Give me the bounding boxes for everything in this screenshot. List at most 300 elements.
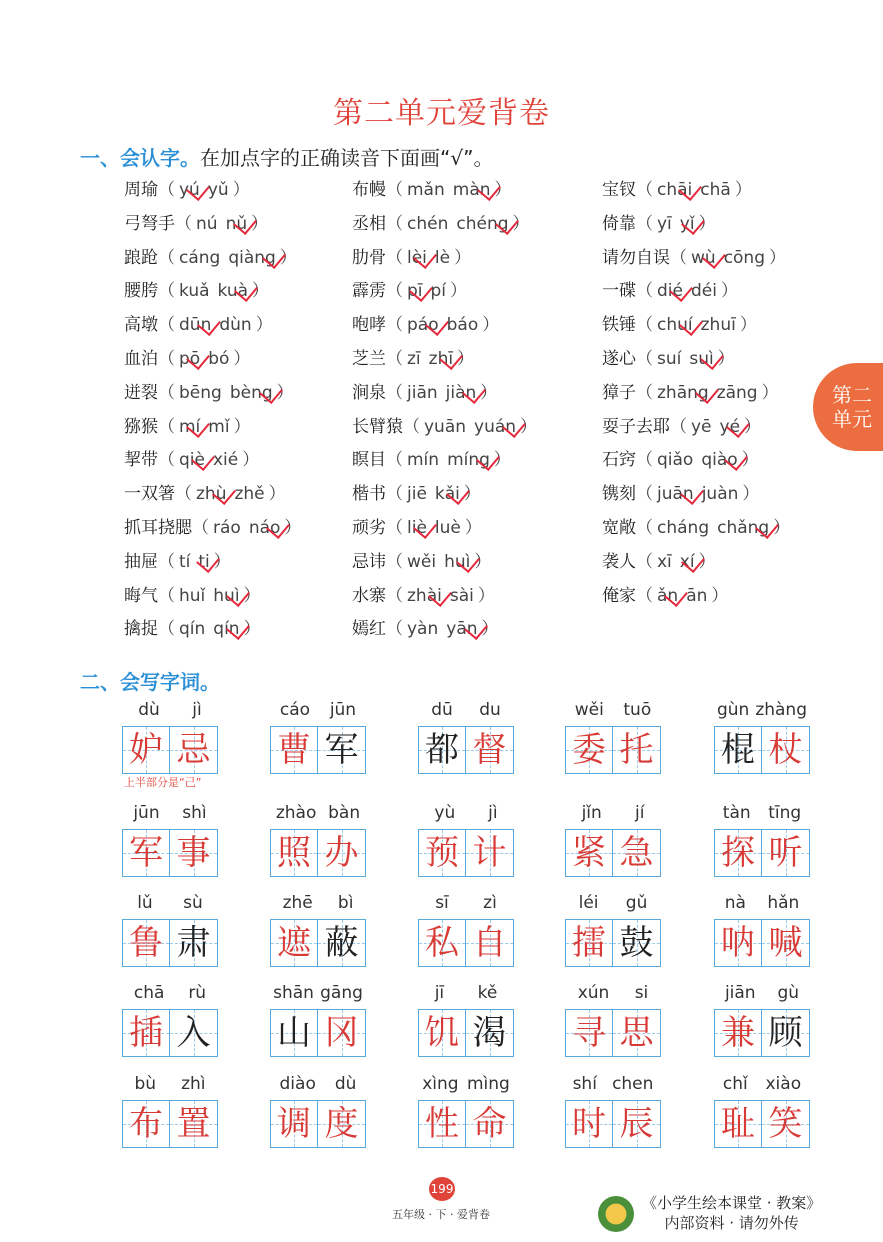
pinyin-syllable: dū (431, 700, 453, 720)
pinyin-syllable: dù (138, 700, 160, 720)
character: 布 (129, 1104, 163, 1144)
paren-open: （ (636, 450, 653, 471)
pinyin-option: yī (657, 213, 672, 234)
character-box (714, 919, 762, 967)
paren-open: （ (386, 281, 403, 302)
character: 插 (129, 1013, 163, 1053)
character: 入 (176, 1013, 211, 1053)
character: 计 (472, 833, 507, 873)
character: 呐 (721, 923, 755, 963)
correct-pinyin-option: yuán (474, 416, 517, 437)
tian-grid (418, 829, 514, 877)
character: 军 (324, 730, 359, 770)
character-box (270, 1100, 318, 1148)
paren-close: ） (741, 450, 759, 471)
pinyin-syllable: jūn (133, 803, 160, 823)
paren-open: （ (386, 382, 403, 403)
word-pinyin (565, 803, 661, 825)
reading-item (352, 381, 497, 405)
pinyin-syllable: mìng (466, 1074, 510, 1094)
paren-close: ） (454, 247, 472, 268)
reading-word: 楷书 (352, 484, 386, 505)
word-pinyin (714, 1074, 810, 1096)
character: 鲁 (129, 923, 163, 963)
word-pinyin (418, 983, 514, 1005)
correct-pinyin-option: suì (689, 349, 714, 369)
character-box (318, 1100, 366, 1148)
character: 照 (277, 833, 311, 873)
pinyin-syllable: zhē (282, 893, 313, 913)
paren-open: （ (158, 247, 175, 268)
tian-grid (122, 1100, 218, 1148)
word-card (270, 1074, 366, 1148)
paren-open: （ (386, 247, 403, 268)
character: 肃 (176, 923, 211, 963)
paren-open: （ (158, 585, 175, 606)
reading-item (602, 415, 761, 439)
character: 听 (768, 833, 803, 873)
paren-close: ） (284, 518, 302, 538)
reading-item (352, 482, 481, 506)
word-pinyin (418, 893, 514, 915)
word-card (270, 983, 366, 1057)
pinyin-option: tí (179, 551, 191, 572)
pinyin-option: ān (686, 585, 708, 606)
correct-pinyin-option: qiè (179, 450, 205, 471)
pinyin-option: yǔ (207, 180, 229, 200)
character-box (613, 726, 661, 774)
word-card (122, 893, 218, 967)
character: 妒 (129, 730, 163, 770)
word-card (714, 983, 810, 1057)
character-box (466, 1100, 514, 1148)
paren-close: ） (213, 551, 231, 572)
reading-item (352, 212, 530, 236)
character: 时 (572, 1104, 606, 1144)
paren-open: （ (158, 551, 175, 572)
paren-close: ） (717, 349, 735, 369)
word-pinyin (565, 1074, 661, 1096)
paren-close: ） (233, 349, 251, 369)
pinyin-syllable: sù (183, 893, 203, 913)
word-card (270, 803, 366, 877)
pinyin-option: lè (434, 247, 451, 268)
pinyin-option: jiē (407, 484, 427, 505)
word-pinyin (714, 893, 810, 915)
character-box (170, 1100, 218, 1148)
pinyin-syllable: shān (273, 983, 314, 1003)
tian-grid (122, 726, 218, 774)
pinyin-option: xī (657, 551, 672, 572)
reading-word: 布幔 (352, 180, 386, 200)
reading-word: 遂心 (602, 349, 636, 369)
word-card (565, 893, 661, 967)
word-pinyin (270, 803, 366, 825)
character: 托 (619, 730, 654, 770)
page-number: 199 (429, 1177, 455, 1201)
character-box (170, 1009, 218, 1057)
paren-close: ） (773, 518, 791, 538)
paren-close: ） (734, 180, 752, 200)
reading-item (352, 415, 537, 439)
correct-pinyin-option: dié (657, 281, 683, 302)
pinyin-syllable: zhàng (755, 700, 807, 720)
pinyin-option: mín (407, 450, 440, 471)
character: 杖 (768, 730, 803, 770)
pinyin-option: kuǎ (179, 281, 210, 302)
correct-pinyin-option: náo (248, 518, 281, 538)
reading-word: 抓耳挠腮 (124, 518, 192, 538)
character-box (466, 829, 514, 877)
reading-item (602, 584, 728, 608)
character: 私 (425, 923, 459, 963)
pinyin-syllable: chen (612, 1074, 654, 1094)
word-card (270, 893, 366, 967)
paren-close: ） (477, 585, 495, 606)
character-box (318, 919, 366, 967)
word-pinyin (714, 983, 810, 1005)
reading-word: 宝钗 (602, 180, 636, 200)
side-tab-line-2: 单元 (832, 407, 872, 431)
character-box (318, 1009, 366, 1057)
reading-word: 石窍 (602, 450, 636, 471)
reading-word: 忌讳 (352, 551, 386, 572)
paren-close: ） (232, 180, 250, 200)
tian-grid (122, 1009, 218, 1057)
paren-close: ） (698, 213, 716, 234)
character-box (170, 919, 218, 967)
correct-pinyin-option: yé (719, 416, 741, 437)
word-card (418, 700, 514, 774)
pinyin-syllable: jiān (724, 983, 756, 1003)
correct-pinyin-option: yǐ (679, 213, 695, 234)
character: 置 (176, 1104, 211, 1144)
word-pinyin (122, 803, 218, 825)
correct-pinyin-option: kǎi (434, 484, 460, 505)
paren-close: ） (769, 247, 787, 268)
reading-word: 一双箸 (124, 484, 175, 505)
tian-grid (270, 829, 366, 877)
character-box (565, 829, 613, 877)
paren-open: （ (636, 518, 653, 538)
reading-word: 请勿自误 (602, 247, 670, 268)
reading-word: 宽敞 (602, 518, 636, 538)
pinyin-option: qiǎo (657, 450, 694, 471)
paren-close: ） (243, 585, 261, 606)
character-box (318, 829, 366, 877)
character-box (418, 919, 466, 967)
tian-grid (565, 829, 661, 877)
pinyin-syllable: gǔ (625, 893, 648, 913)
pinyin-syllable: bì (337, 893, 354, 913)
pinyin-option: huǐ (179, 585, 206, 606)
character-box (762, 1100, 810, 1148)
character: 饥 (425, 1013, 459, 1053)
reading-word: 咆哮 (352, 315, 386, 336)
character-box (466, 919, 514, 967)
character-box (270, 829, 318, 877)
pinyin-option: yàn (407, 619, 439, 640)
reading-item (352, 178, 512, 202)
paren-open: （ (636, 180, 653, 200)
paren-close: ） (474, 551, 492, 572)
word-card (418, 983, 514, 1057)
character-box (613, 829, 661, 877)
pinyin-option: zhuī (700, 315, 736, 336)
character: 命 (472, 1104, 507, 1144)
tian-grid (714, 1100, 810, 1148)
word-card (565, 700, 661, 774)
reading-word: 腰胯 (124, 281, 158, 302)
pinyin-option: zhě (234, 484, 265, 505)
pinyin-option: chén (407, 213, 449, 234)
character: 急 (619, 833, 654, 873)
paren-open: （ (158, 315, 175, 336)
paren-close: ） (279, 247, 297, 268)
character-box (170, 829, 218, 877)
paren-open: （ (386, 180, 403, 200)
pinyin-syllable: jí (634, 803, 645, 823)
word-card (565, 803, 661, 877)
paren-open: （ (158, 281, 175, 302)
pinyin-option: suí (657, 349, 682, 369)
word-pinyin (270, 700, 366, 722)
paren-close: ） (493, 450, 511, 471)
reading-word: 铁锤 (602, 315, 636, 336)
word-card (122, 803, 218, 877)
reading-word: 瞑目 (352, 450, 386, 471)
tian-grid (714, 829, 810, 877)
correct-pinyin-option: zhī (428, 349, 454, 369)
correct-pinyin-option: liè (407, 518, 427, 538)
paren-open: （ (386, 585, 403, 606)
paren-close: ） (464, 518, 482, 538)
pinyin-option: jiān (407, 382, 438, 403)
pinyin-syllable: xìng (422, 1074, 459, 1094)
character: 擂 (572, 923, 606, 963)
pinyin-option: báo (446, 315, 479, 336)
paren-open: （ (670, 247, 687, 268)
paren-close: ） (720, 281, 738, 302)
character-box (613, 1009, 661, 1057)
word-card (122, 700, 218, 774)
paren-open: （ (386, 450, 403, 471)
correct-pinyin-option: ǎn (657, 585, 679, 606)
character: 预 (425, 833, 459, 873)
character-box (565, 1100, 613, 1148)
reading-item (124, 279, 269, 303)
pinyin-syllable: nà (724, 893, 746, 913)
paren-close: ） (481, 619, 499, 640)
reading-word: 袭人 (602, 551, 636, 572)
pinyin-syllable: tīng (768, 803, 802, 823)
word-pinyin (418, 1074, 514, 1096)
character: 办 (324, 833, 359, 873)
correct-pinyin-option: huì (213, 585, 240, 606)
correct-pinyin-option: zhù (196, 484, 227, 505)
side-tab-line-1: 第二 (832, 383, 872, 407)
reading-item (602, 516, 790, 540)
tian-grid (565, 1009, 661, 1057)
pinyin-option: bēng (179, 382, 222, 403)
correct-pinyin-option: chuí (657, 315, 693, 336)
correct-pinyin-option: zhài (407, 585, 442, 606)
pinyin-syllable: xiào (765, 1074, 802, 1094)
reading-word: 猕猴 (124, 416, 158, 437)
pinyin-syllable: du (479, 700, 501, 720)
reading-word: 踉跄 (124, 247, 158, 268)
word-card (122, 983, 218, 1057)
tian-grid (565, 726, 661, 774)
reading-item (124, 347, 250, 371)
character-box (418, 829, 466, 877)
pinyin-syllable: bàn (328, 803, 361, 823)
pinyin-option: cáng (179, 247, 221, 268)
character: 自 (472, 923, 507, 963)
paren-open: （ (636, 382, 653, 403)
reading-word: 耍子去耶 (602, 416, 670, 437)
tian-grid (270, 1009, 366, 1057)
pinyin-option: cōng (723, 247, 766, 268)
pinyin-syllable: léi (578, 893, 599, 913)
reading-item (124, 448, 259, 472)
tian-grid (122, 829, 218, 877)
paren-close: ） (520, 416, 538, 437)
character: 紧 (572, 833, 606, 873)
reading-word: 弓弩手 (124, 213, 175, 234)
reading-word: 水寨 (352, 585, 386, 606)
correct-pinyin-option: páo (407, 315, 439, 336)
character-box (122, 726, 170, 774)
character: 度 (324, 1104, 359, 1144)
character-box (714, 726, 762, 774)
character-box (122, 829, 170, 877)
paren-close: ） (744, 416, 762, 437)
character: 督 (472, 730, 507, 770)
character: 兼 (721, 1013, 755, 1053)
reading-word: 俺家 (602, 585, 636, 606)
reading-item (124, 584, 261, 608)
pinyin-syllable: xún (577, 983, 610, 1003)
paren-close: ） (494, 180, 512, 200)
character: 忌 (176, 730, 211, 770)
tian-grid (418, 1009, 514, 1057)
paren-open: （ (636, 484, 653, 505)
paren-open: （ (158, 180, 175, 200)
pinyin-option: dùn (219, 315, 252, 336)
tian-grid (418, 919, 514, 967)
tian-grid (122, 919, 218, 967)
character-box (762, 1009, 810, 1057)
character-box (466, 1009, 514, 1057)
reading-item (352, 584, 495, 608)
word-card (714, 700, 810, 774)
reading-word: 长臂猿 (352, 416, 403, 437)
paren-open: （ (175, 484, 192, 505)
pinyin-syllable: jì (488, 803, 498, 823)
character: 曹 (277, 730, 311, 770)
correct-pinyin-option: chāi (657, 180, 693, 200)
reading-word: 倚靠 (602, 213, 636, 234)
paren-open: （ (636, 213, 653, 234)
pinyin-syllable: jì (192, 700, 202, 720)
pinyin-syllable: gù (777, 983, 800, 1003)
paren-close: ） (268, 484, 286, 505)
reading-word: 嫣红 (352, 619, 386, 640)
pinyin-option: zāng (716, 382, 758, 403)
reading-item (602, 381, 779, 405)
reading-item (352, 313, 499, 337)
pinyin-option: mǐ (208, 416, 230, 437)
word-card (122, 1074, 218, 1148)
paren-close: ） (252, 281, 270, 302)
correct-pinyin-option: pō (179, 349, 201, 369)
pinyin-syllable: lǔ (137, 893, 153, 913)
paren-open: （ (386, 349, 403, 369)
pinyin-option: luè (434, 518, 461, 538)
character-box (122, 1100, 170, 1148)
pinyin-syllable: diào (279, 1074, 316, 1094)
correct-pinyin-option: lèi (407, 247, 427, 268)
pinyin-option: chā (700, 180, 731, 200)
reading-item (124, 550, 231, 574)
pinyin-option: pí (430, 281, 447, 302)
word-pinyin (418, 803, 514, 825)
character: 冈 (324, 1013, 359, 1053)
pinyin-option: cháng (657, 518, 710, 538)
character-box (318, 726, 366, 774)
publisher-logo (598, 1196, 634, 1232)
paren-open: （ (636, 281, 653, 302)
paren-close: ） (243, 619, 261, 640)
word-card (418, 803, 514, 877)
footer-title: 《小学生绘本课堂 · 教案》 (642, 1194, 822, 1212)
tian-grid (565, 1100, 661, 1148)
correct-pinyin-option: juān (657, 484, 694, 505)
paren-open: （ (636, 315, 653, 336)
tian-grid (714, 919, 810, 967)
reading-item (352, 448, 511, 472)
character-box (122, 919, 170, 967)
character: 山 (277, 1013, 311, 1053)
tian-grid (270, 1100, 366, 1148)
paren-open: （ (158, 619, 175, 640)
character-box (270, 1009, 318, 1057)
pinyin-syllable: chā (133, 983, 165, 1003)
correct-pinyin-option: yān (446, 619, 478, 640)
character-box (170, 726, 218, 774)
pinyin-syllable: zhào (275, 803, 317, 823)
pinyin-syllable: jūn (329, 700, 357, 720)
correct-pinyin-option: huì (444, 551, 471, 572)
paren-close: ） (742, 484, 760, 505)
character-box (466, 726, 514, 774)
reading-item (124, 246, 297, 270)
correct-pinyin-option: bèng (229, 382, 273, 403)
reading-item (352, 550, 491, 574)
character-box (418, 726, 466, 774)
reading-word: 晦气 (124, 585, 158, 606)
reading-item (124, 381, 294, 405)
pinyin-syllable: bù (134, 1074, 157, 1094)
character: 探 (721, 833, 755, 873)
reading-item (124, 415, 251, 439)
paren-close: ） (463, 484, 481, 505)
correct-pinyin-option: nǔ (225, 213, 248, 234)
character-box (565, 919, 613, 967)
reading-word: 周瑜 (124, 180, 158, 200)
word-pinyin (122, 893, 218, 915)
